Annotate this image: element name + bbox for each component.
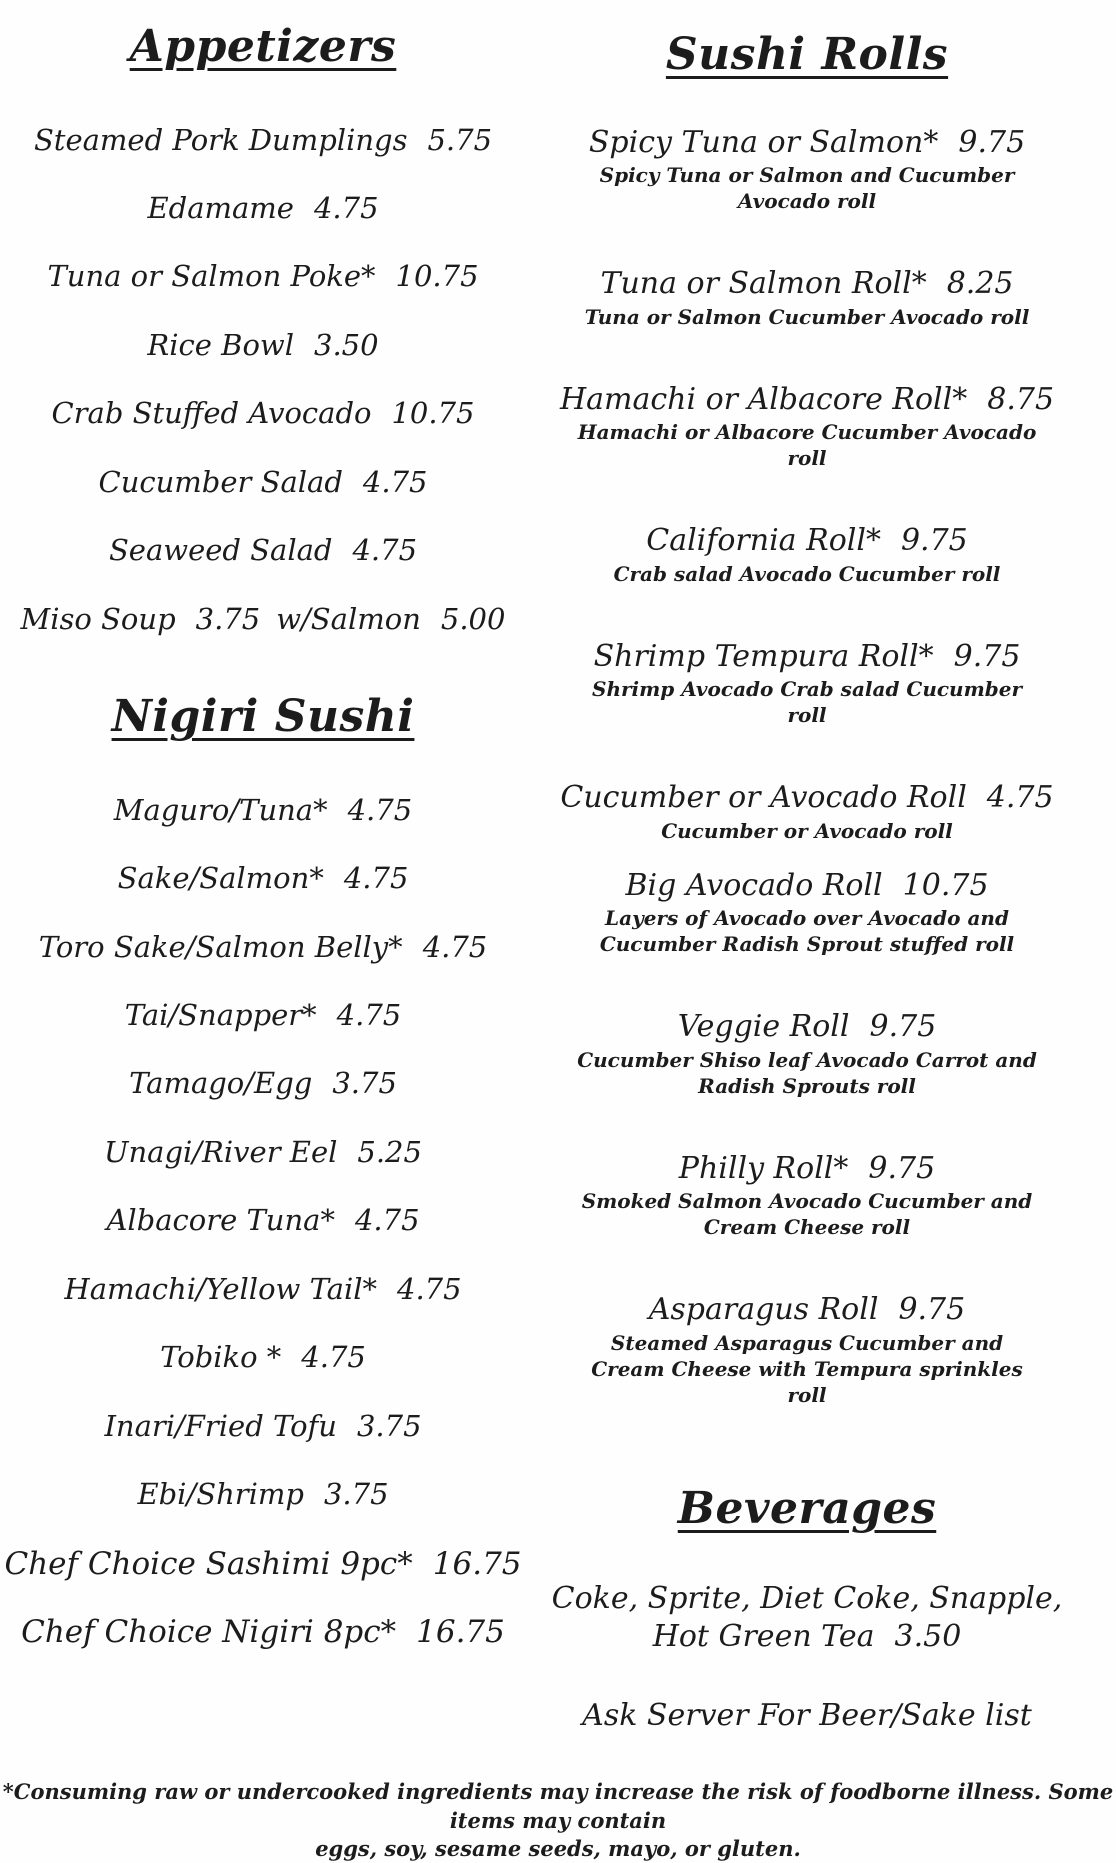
disclaimer-line1: *Consuming raw or undercooked ingredients may increase the risk of foodborne illness. Some items may contain: [2, 1779, 1114, 1833]
item-name-line: [526, 867, 1088, 903]
beverages-heading: Beverages: [677, 1482, 937, 1534]
menu-item-maguro-tuna: [0, 792, 526, 827]
item-price: 4.75: [354, 1203, 420, 1238]
item-name: Spicy Tuna or Salmon*: [588, 124, 939, 160]
right-column: [526, 0, 1116, 1732]
menu-item-albacore-tuna: [0, 1203, 526, 1238]
item-name: Tamago/Egg: [129, 1066, 313, 1101]
item-name: Miso Soup: [20, 601, 176, 636]
item-price: 9.75: [953, 638, 1021, 674]
item-price: 4.75: [986, 780, 1054, 816]
beverages-price: 3.50: [894, 1618, 962, 1654]
item-price: 16.75: [416, 1614, 505, 1651]
menu-item-big-avocado-roll: [526, 867, 1088, 958]
item-price: 4.75: [397, 1271, 462, 1306]
item-price: 10.75: [902, 867, 989, 903]
item-name: Big Avocado Roll: [625, 867, 883, 903]
item-name-line: [526, 124, 1088, 160]
item-name: Philly Roll*: [678, 1150, 849, 1186]
item-price: 5.75: [427, 122, 493, 157]
menu-item-rice-bowl: [0, 327, 526, 362]
item-name-line: [526, 1011, 1088, 1043]
item-name: Albacore Tuna*: [106, 1203, 335, 1238]
item-name: Cucumber Salad: [98, 464, 343, 499]
menu-item-veggie-roll: [526, 1011, 1088, 1099]
item-name-line: [526, 268, 1088, 300]
item-name: Toro Sake/Salmon Belly*: [38, 929, 403, 964]
item-price: 4.75: [313, 191, 379, 226]
item-name: Sake/Salmon*: [117, 861, 324, 896]
item-price: 8.75: [987, 381, 1055, 417]
item-description: Cucumber or Avocado roll: [661, 818, 953, 843]
item-name: Hamachi or Albacore Roll*: [559, 381, 968, 417]
item-name: Crab Stuffed Avocado: [51, 396, 372, 431]
nigiri-heading: Nigiri Sushi: [111, 691, 415, 743]
item-name: Edamame: [147, 191, 294, 226]
item-price: 10.75: [395, 259, 479, 294]
item-description: Steamed Asparagus Cucumber and Cream Cheese with Tempura sprinkles roll: [591, 1330, 1023, 1407]
item-price: 3.75: [356, 1408, 422, 1443]
menu-item-miso-soup: [0, 601, 526, 636]
item-extra-price: 5.00: [440, 601, 506, 636]
left-column: [0, 0, 526, 1732]
menu-item-california-roll: [526, 525, 1088, 587]
menu-item-spicy-tuna-salmon-roll: [526, 124, 1088, 215]
appetizers-heading: Appetizers: [129, 21, 397, 72]
item-name-line: [526, 1150, 1088, 1186]
menu-item-edamame: [0, 191, 526, 226]
item-description: Spicy Tuna or Salmon and Cucumber Avocado roll: [599, 163, 1015, 214]
item-name: Asparagus Roll: [648, 1292, 879, 1328]
item-name: Tuna or Salmon Poke*: [47, 259, 376, 294]
item-name: Shrimp Tempura Roll*: [593, 638, 934, 674]
beverages-drinks-line2: [526, 1618, 1088, 1656]
menu-item-chef-choice-sashimi: [0, 1545, 526, 1582]
item-name: Cucumber or Avocado Roll: [560, 780, 967, 816]
item-price: 9.75: [868, 1150, 936, 1186]
item-description: Cucumber Shiso leaf Avocado Carrot and Radish Sprouts roll: [577, 1047, 1037, 1098]
item-price: 5.25: [357, 1134, 422, 1169]
menu-item-hamachi-albacore-roll: [526, 381, 1088, 472]
item-name: Chef Choice Nigiri 8pc*: [21, 1614, 397, 1651]
item-name: California Roll*: [646, 523, 881, 559]
item-price: 4.75: [301, 1340, 366, 1375]
item-description: Smoked Salmon Avocado Cucumber and Cream Cheese roll: [581, 1189, 1033, 1240]
item-price: 3.75: [323, 1477, 389, 1512]
menu-item-steamed-pork-dumplings: [0, 122, 526, 157]
item-name: Rice Bowl: [147, 327, 295, 362]
beverages-drinks-names: Hot Green Tea: [652, 1618, 875, 1654]
item-name-line: [526, 525, 1088, 557]
item-name: Tobiko *: [160, 1340, 282, 1375]
item-name: Steamed Pork Dumplings: [33, 122, 408, 157]
item-price: 4.75: [362, 464, 428, 499]
menu-item-hamachi-yellow-tail: [0, 1271, 526, 1306]
footer-disclaimer: [0, 1778, 1116, 1863]
item-price: 9.75: [958, 124, 1026, 160]
item-price: 3.75: [195, 601, 261, 636]
item-description: Tuna or Salmon Cucumber Avocado roll: [584, 304, 1030, 329]
item-price: 4.75: [343, 861, 409, 896]
item-name-line: [526, 782, 1088, 814]
item-name: Chef Choice Sashimi 9pc*: [4, 1545, 413, 1582]
item-name-line: [526, 638, 1088, 674]
item-price: 9.75: [869, 1009, 937, 1045]
item-description: Hamachi or Albacore Cucumber Avocado roll: [577, 420, 1037, 471]
menu-item-tuna-salmon-roll: [526, 268, 1088, 330]
item-name: Unagi/River Eel: [104, 1134, 338, 1169]
item-price: 3.50: [314, 327, 379, 362]
item-name: Tai/Snapper*: [124, 998, 317, 1032]
menu-item-philly-roll: [526, 1150, 1088, 1241]
menu-item-sake-salmon: [0, 861, 526, 896]
menu-item-crab-stuffed-avocado: [0, 396, 526, 431]
item-name: Tuna or Salmon Roll*: [600, 266, 927, 302]
item-name: Hamachi/Yellow Tail*: [64, 1271, 378, 1306]
item-description: Layers of Avocado over Avocado and Cucumber Radish Sprout stuffed roll: [599, 906, 1015, 957]
item-name: Seaweed Salad: [108, 533, 333, 568]
item-extra-label: w/Salmon: [276, 601, 421, 636]
menu-item-seaweed-salad: [0, 533, 526, 568]
item-price: 4.75: [347, 792, 413, 827]
item-price: 9.75: [900, 523, 968, 559]
menu-item-inari-fried-tofu: [0, 1408, 526, 1443]
item-name: Veggie Roll: [677, 1009, 850, 1045]
item-price: 3.75: [332, 1066, 397, 1101]
item-price: 4.75: [352, 533, 418, 568]
menu-item-shrimp-tempura-roll: [526, 638, 1088, 729]
menu-item-unagi-river-eel: [0, 1134, 526, 1169]
menu-item-toro-sake: [0, 929, 526, 964]
item-price: 8.25: [946, 266, 1014, 302]
item-name: Ebi/Shrimp: [137, 1477, 304, 1512]
sushi-rolls-heading: Sushi Rolls: [665, 29, 949, 80]
menu-item-ebi-shrimp: [0, 1477, 526, 1512]
beer-sake-note: Ask Server For Beer/Sake list: [582, 1698, 1032, 1734]
item-price: 4.75: [336, 998, 402, 1032]
beverages-drinks: [526, 1580, 1088, 1655]
menu-item-asparagus-roll: [526, 1294, 1088, 1408]
item-price: 10.75: [391, 396, 475, 431]
menu-item-tai-snapper: [0, 1000, 526, 1030]
beverages-drinks-line1: Coke, Sprite, Diet Coke, Snapple,: [551, 1581, 1063, 1617]
item-description: Shrimp Avocado Crab salad Cucumber roll: [592, 677, 1022, 728]
item-price: 16.75: [432, 1545, 522, 1582]
item-price: 9.75: [898, 1292, 966, 1328]
item-name-line: [526, 1294, 1088, 1326]
disclaimer-line2: eggs, soy, sesame seeds, mayo, or gluten.: [315, 1835, 801, 1861]
menu-item-tamago-egg: [0, 1066, 526, 1101]
item-name: Inari/Fried Tofu: [104, 1408, 337, 1443]
item-name: Maguro/Tuna*: [113, 792, 328, 827]
menu-item-cucumber-avocado-roll: [526, 782, 1088, 844]
menu-item-cucumber-salad: [0, 464, 526, 499]
menu-item-tobiko: [0, 1340, 526, 1375]
menu-item-chef-choice-nigiri: [0, 1616, 526, 1649]
item-name-line: [526, 381, 1088, 417]
menu-item-tuna-salmon-poke: [0, 259, 526, 294]
item-price: 4.75: [422, 929, 488, 964]
item-description: Crab salad Avocado Cucumber roll: [613, 561, 1001, 586]
